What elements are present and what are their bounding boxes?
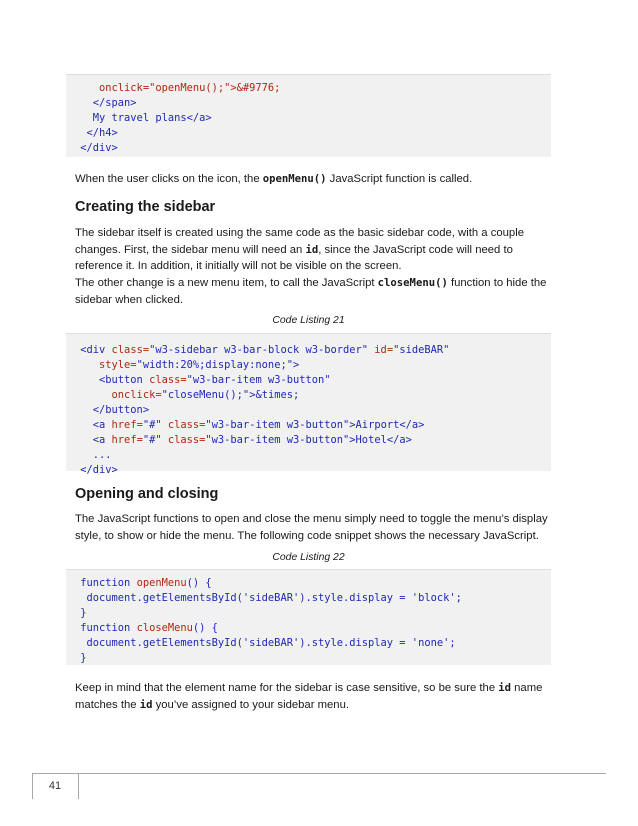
code-line: [74, 373, 551, 388]
code-line: [74, 126, 551, 141]
code-token: ...: [74, 449, 112, 461]
heading-opening-closing: Opening and closing: [75, 486, 219, 502]
inline-code: openMenu(): [262, 173, 327, 185]
inline-code: closeMenu(): [377, 277, 448, 289]
code-token: class=: [111, 344, 150, 356]
heading-creating-sidebar: Creating the sidebar: [75, 199, 216, 215]
code-token: }: [74, 607, 87, 619]
code-token: () {: [186, 577, 212, 589]
code-token: href=: [111, 419, 143, 431]
code-line: [74, 343, 551, 358]
inline-code: id: [139, 698, 153, 711]
code-line: [74, 621, 551, 636]
footer-rule-horizontal: [32, 773, 606, 774]
code-token: "w3-bar-item w3-button": [186, 374, 331, 386]
code-line: [74, 591, 551, 606]
code-token: function: [74, 577, 137, 589]
text-run: The sidebar itself is created using the same code as the basic sidebar code, with a couple changes. First, the sidebar menu will need an: [75, 227, 524, 256]
text-run: The JavaScript functions to open and close the menu simply need to toggle the menu’s display style, to show or hide the menu. The following code snippet shows the necessary JavaScript.: [75, 513, 548, 542]
code-token: "#": [142, 419, 162, 431]
footer-rule-right: [78, 773, 79, 799]
inline-code: id: [305, 243, 319, 256]
code-token: function: [74, 622, 137, 634]
code-token: </div>: [74, 142, 118, 154]
code-token: My travel plans</a>: [74, 112, 212, 124]
code-line: [74, 576, 551, 591]
code-token: document.getElementsById('sideBAR').style.display = 'block';: [74, 592, 462, 604]
code-line: [74, 358, 551, 373]
code-token: closeMenu: [136, 622, 193, 634]
paragraph-case-sensitive: [75, 680, 555, 713]
code-token: class=: [161, 434, 206, 446]
code-token: class=: [161, 419, 206, 431]
text-run: JavaScript function is called.: [326, 173, 473, 185]
paragraph-toggle-display: [75, 511, 555, 544]
code-line: [74, 651, 551, 666]
code-line: [74, 418, 551, 433]
code-token: </h4>: [74, 127, 118, 139]
code-line: [74, 96, 551, 111]
code-token: id=: [368, 344, 394, 356]
code-token: "sideBAR": [393, 344, 450, 356]
code-token: </span>: [74, 97, 137, 109]
code-line: [74, 403, 551, 418]
code-token: <button: [74, 374, 150, 386]
text-run: function to hide the sidebar when clicked.: [75, 277, 547, 306]
code-line: [74, 141, 551, 156]
inline-code: id: [498, 682, 512, 694]
code-token: href=: [111, 434, 143, 446]
code-line: [74, 463, 551, 478]
code-token: () {: [192, 622, 218, 634]
code-line: [74, 606, 551, 621]
code-token: >Airport</a>: [349, 419, 425, 431]
text-run: , since the JavaScript code will need to reference it. In addition, it initially will not be visible on the screen.: [75, 243, 513, 272]
code-token: "w3-bar-item w3-button": [205, 419, 350, 431]
code-token: "w3-sidebar w3-bar-block w3-border": [149, 344, 369, 356]
code-token: <div: [74, 344, 112, 356]
code-token: "#": [142, 434, 162, 446]
code-line: [74, 111, 551, 126]
paragraph-onclick: [75, 171, 555, 188]
code-token: onclick="openMenu();">&#9776;: [74, 82, 281, 94]
paragraph-sidebar-intro: [75, 225, 555, 275]
code-token: openMenu: [136, 577, 187, 589]
code-token: "width:20%;display:none;": [136, 359, 293, 371]
code-token: "w3-bar-item w3-button": [205, 434, 350, 446]
code-line: [74, 636, 551, 651]
text-run: name matches the: [75, 682, 543, 711]
code-token: <a: [74, 419, 112, 431]
code-token: </div>: [74, 464, 118, 476]
code-token: >&times;: [249, 389, 300, 401]
code-token: document.getElementsById('sideBAR').style.display = 'none';: [74, 637, 456, 649]
text-run: you’ve assigned to your sidebar menu.: [152, 698, 350, 711]
code-line: [74, 388, 551, 403]
caption-listing-22: Code Listing 22: [272, 552, 345, 563]
text-run: Keep in mind that the element name for the sidebar is case sensitive, so be sure the: [75, 682, 499, 694]
code-token: >: [292, 359, 300, 371]
code-token: class=: [149, 374, 187, 386]
code-line: [74, 433, 551, 448]
page-number: 41: [48, 780, 62, 792]
code-token: }: [74, 652, 87, 664]
code-line: [74, 448, 551, 463]
code-token: >Hotel</a>: [349, 434, 412, 446]
text-run: When the user clicks on the icon, the: [75, 173, 263, 185]
code-block-2: [66, 333, 551, 476]
text-run: The other change is a new menu item, to call the JavaScript: [75, 277, 378, 289]
code-line: [74, 81, 551, 96]
code-block-1: [66, 74, 551, 157]
code-token: <a: [74, 434, 112, 446]
caption-listing-21: Code Listing 21: [272, 315, 345, 326]
code-token: </button>: [74, 404, 150, 416]
code-token: style=: [74, 359, 137, 371]
code-token: "closeMenu();": [161, 389, 250, 401]
code-block-3: [66, 569, 551, 665]
paragraph-close-menu: [75, 275, 555, 308]
code-token: onclick=: [74, 389, 162, 401]
